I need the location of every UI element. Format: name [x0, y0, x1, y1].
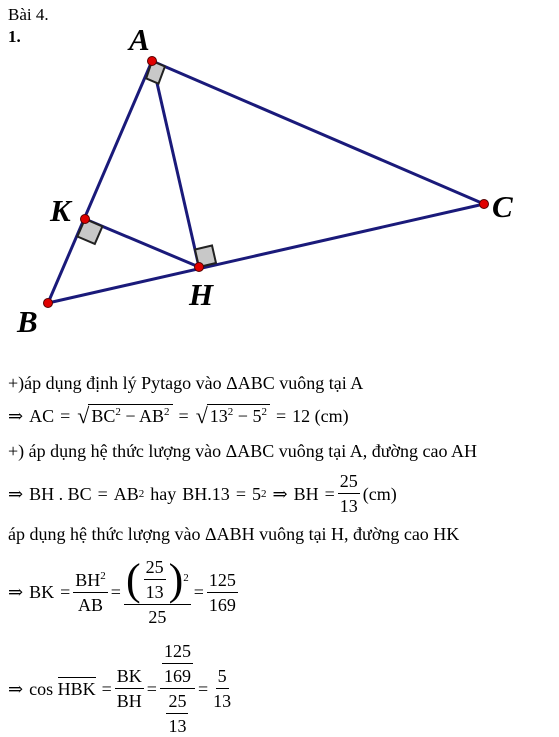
right-angle-markers — [77, 61, 216, 267]
label-A: A — [129, 22, 150, 57]
segment-AC — [152, 61, 484, 204]
math-line-6: ⇒ BK = $\frac{BH^2}{AB}$ = ( $\frac{25}{13}$ ) $^2$ 25 = $\frac{125}{169}$ — [8, 554, 236, 627]
label-C: C — [492, 189, 513, 224]
math-line-7: ⇒ cos HBK = $\frac{BK}{BH}$ = $\frac{\frac{125}{169}}{\frac{25}{13}}$ = $\frac{5}{13}$ — [8, 641, 232, 736]
segment-AH — [152, 61, 199, 267]
figure-lines — [48, 61, 484, 303]
label-K: K — [50, 193, 71, 228]
header-title: Bài 4. — [8, 5, 49, 24]
point-A — [148, 57, 157, 66]
segment-AB — [48, 61, 152, 303]
label-B: B — [17, 304, 38, 339]
point-H — [195, 263, 204, 272]
figure-points — [44, 57, 489, 308]
segment-BC — [48, 204, 484, 303]
point-C — [480, 200, 489, 209]
text-line-5: áp dụng hệ thức lượng vào ΔABH vuông tại H, đường cao HK — [8, 524, 460, 544]
text-line-3: +) áp dụng hệ thức lượng vào ΔABC vuông tại A, đường cao AH — [8, 441, 477, 461]
triangle-figure — [0, 0, 559, 350]
label-H: H — [189, 277, 214, 312]
point-K — [81, 215, 90, 224]
header-number: 1. — [8, 27, 21, 46]
point-B — [44, 299, 53, 308]
text-line-1: +)áp dụng định lý Pytago vào ΔABC vuông tại A — [8, 373, 364, 393]
math-line-4: ⇒ BH . BC = AB 2 hay BH.13 = 5 2 ⇒ BH = $\frac{25}{13}$ (cm) — [8, 471, 397, 516]
math-line-2: ⇒ AC = √ $BC^2 - AB^2$ = √ $13^2 - 5^2$ = 12 (cm) — [8, 403, 349, 428]
